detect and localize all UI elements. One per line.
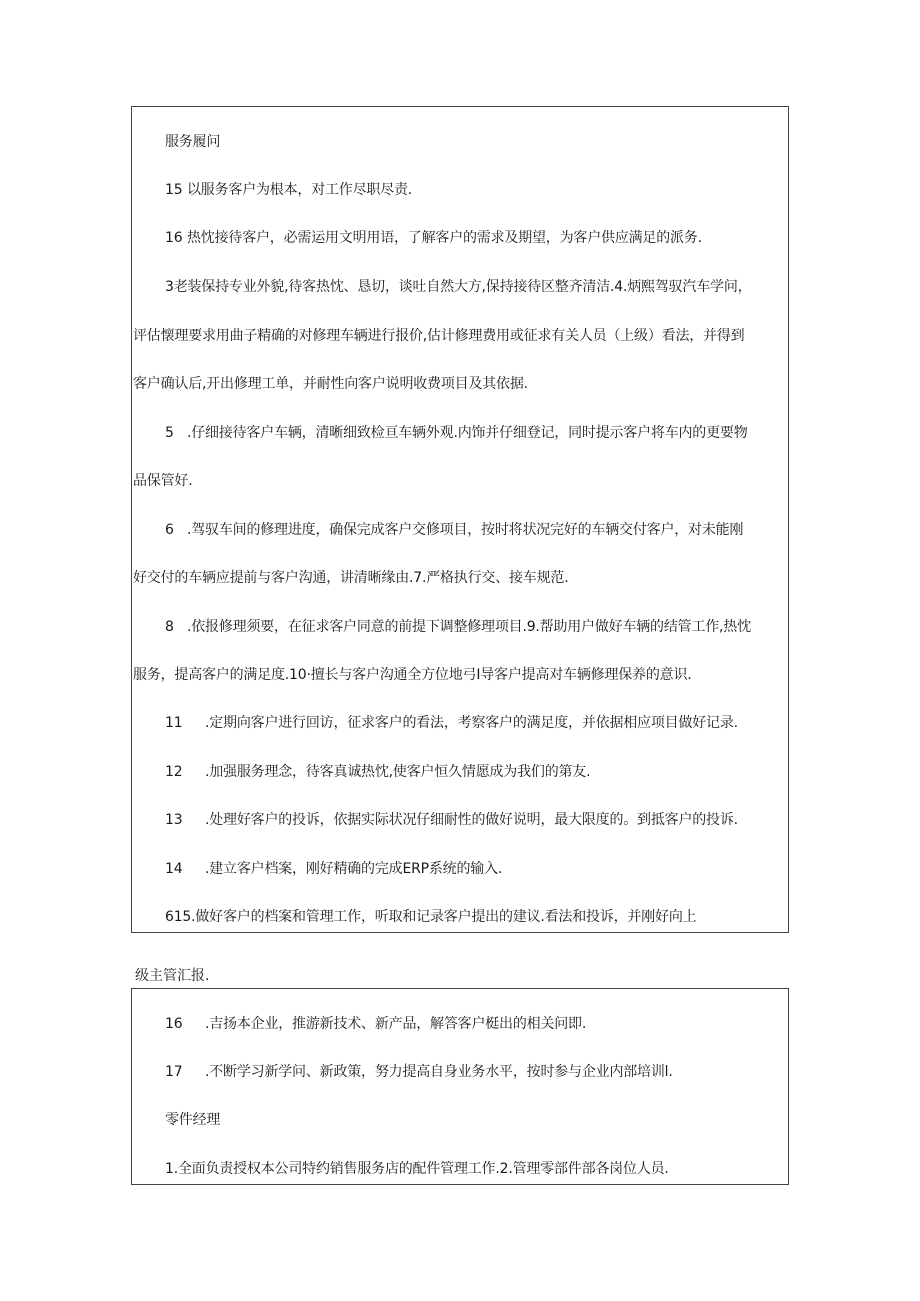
paragraph-line: 评估懐理要求用曲子精确的对修理车辆进行报价,估计修理费用或征求有关人员（上级）看法，并得到 [133, 328, 745, 344]
item-text: .驾驭车间的修理进度，确保完成客户交修项目，按时将状况完好的车辆交付客户，对未能刚 [187, 522, 744, 538]
section-heading-service: 服务履问 [165, 134, 221, 150]
item-number: 6 [165, 522, 174, 538]
paragraph-line: 1.全面负责授权本公司特约销售服务店的配件管理工作.2.管理零部件部各岗位人员. [165, 1161, 669, 1177]
paragraph [165, 762, 590, 782]
item-number: 15 [165, 182, 183, 198]
item-number: 11 [165, 715, 183, 731]
paragraph-line: 客户确认后,开出修理工单，并耐性向客户说明收费项目及其依据. [133, 376, 528, 392]
item-number: 16 [165, 230, 183, 246]
item-text: .不断学习新学问、新政策，努力提高自身业务水平，按时参与企业内部培训l. [205, 1064, 673, 1080]
item-number: 14 [165, 861, 183, 877]
paragraph-line: 好交付的车辆应提前与客户沟通，讲清晰缘由.7.严格执行交、接车规范. [133, 570, 569, 586]
item-text: .吉扬本企业，推游新技术、新产品，解答客户梃出的相关问即. [205, 1016, 587, 1032]
paragraph [165, 859, 502, 879]
item-text: .建立客户档案，刚好精确的完成ERP系统的输入. [205, 861, 503, 877]
paragraph [165, 520, 743, 540]
paragraph-line: 品保管好. [133, 473, 193, 489]
paragraph [165, 713, 738, 733]
paragraph [165, 1014, 586, 1034]
item-number: 16 [165, 1016, 183, 1032]
item-number: 12 [165, 764, 183, 780]
item-text: .依报修理须要，在征求客户同意的前提下调整修理项目.9.帮助用户做好车辆的结管工作,热忱 [187, 619, 751, 635]
item-text: 热忱接待客户，必需运用文明用语，了解客户的需求及期望，为客户供应满足的派务. [187, 230, 702, 246]
item-text: .加强服务理念，待客真诚热忱,使客户恒久情愿成为我们的第友. [205, 764, 591, 780]
document-frame-bottom [131, 988, 789, 1185]
paragraph-line: 615.做好客户的档案和管理工作，听取和记录客户提出的建议.看法和投诉，并刚好向上 [165, 909, 697, 925]
paragraph-line: 服务，提高客户的满足度.10·擅长与客户沟通全方位地弓I导客户提高对车辆修理保养的意识. [133, 667, 692, 683]
paragraph [165, 423, 748, 443]
paragraph-line: 3老装保持专业外貌,待客热忱、恳切，谈吐自然大方,保持接待区整齐清洁.4.炳熙驾驭汽车学问， [165, 279, 752, 295]
item-text: .仔细接待客户车辆，清晰细致检亘车辆外观.内饰并仔细登记，同时提示客户将车内的更要物 [187, 425, 748, 441]
item-number: 13 [165, 812, 183, 828]
item-text: 以服务客户为根本，对工作尽职尽责. [187, 182, 413, 198]
paragraph [165, 1062, 673, 1082]
section-heading-parts: 零件经理 [165, 1112, 221, 1128]
item-text: .处理好客户的投诉，依据实际状况仔细耐性的做好说明，最大限度的。到抵客户的投诉. [205, 812, 738, 828]
item-number: 17 [165, 1064, 183, 1080]
item-text: .定期向客户进行回访，征求客户的看法，考察客户的满足度，并依据相应项目做好记录. [205, 715, 738, 731]
paragraph [165, 810, 738, 830]
item-number: 8 [165, 619, 174, 635]
item-number: 5 [165, 425, 174, 441]
paragraph [165, 617, 751, 637]
paragraph [165, 180, 412, 200]
document-frame-top [131, 106, 789, 933]
continuation-text: 级主管汇报. [135, 968, 210, 984]
paragraph [165, 228, 702, 248]
